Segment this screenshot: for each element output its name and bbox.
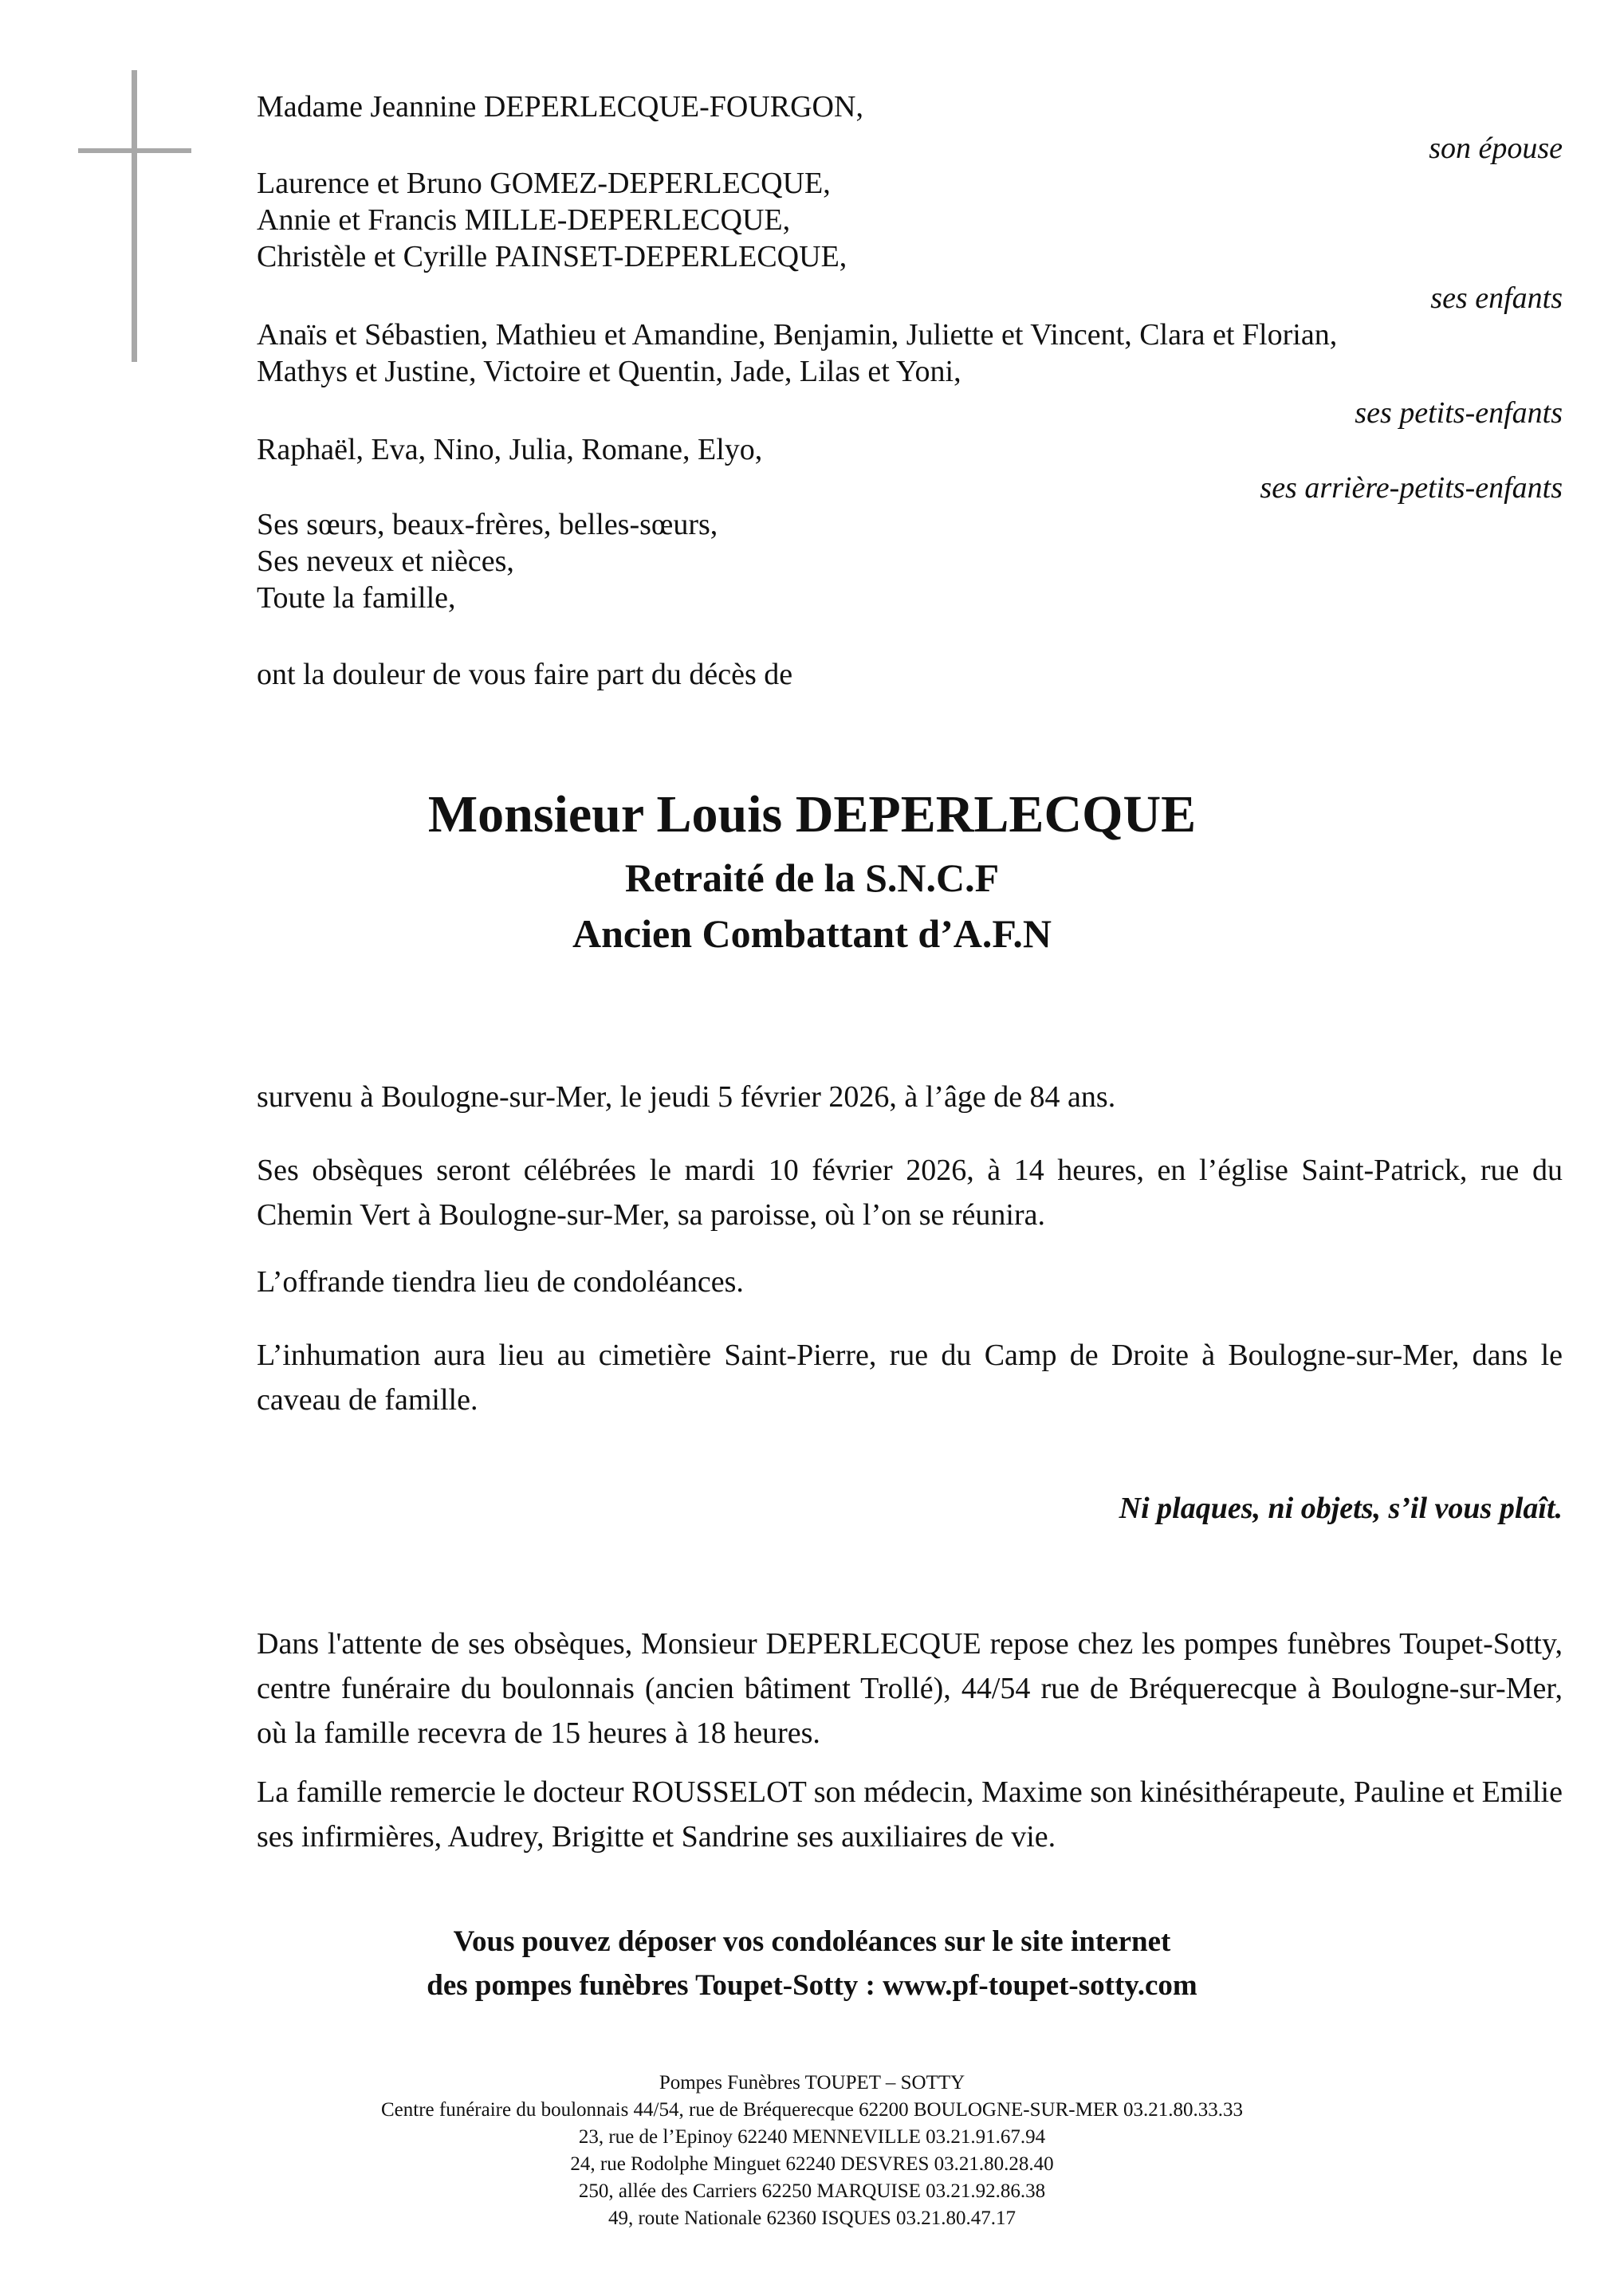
deceased-title-2: Ancien Combattant d’A.F.N	[572, 911, 1052, 956]
other-family-line: Ses neveux et nièces,	[257, 545, 514, 578]
website-notice-line: des pompes funèbres Toupet-Sotty : www.pf-toupet-sotty.com	[427, 1969, 1197, 2002]
footer-address: 23, rue de l’Epinoy 62240 MENNEVILLE 03.21.91.67.94	[578, 2126, 1046, 2148]
announcement-text: ont la douleur de vous faire part du décès de	[257, 658, 793, 691]
no-flowers-request: Ni plaques, ni objets, s’il vous plaît.	[1119, 1492, 1563, 1525]
offering-note: L’offrande tiendra lieu de condoléances.	[257, 1265, 744, 1299]
deceased-name: Monsieur Louis DEPERLECQUE	[427, 785, 1197, 843]
burial-details: L’inhumation aura lieu au cimetière Saint-Pierre, rue du Camp de Droite à Boulogne-sur-Mer, dans le caveau de famille.	[257, 1339, 1563, 1417]
funeral-details: Ses obsèques seront célébrées le mardi 10 février 2026, à 14 heures, en l’église Saint-Patrick, rue du Chemin Vert à Boulogne-sur-Mer, sa paroisse, où l’on se réunira.	[257, 1154, 1563, 1232]
other-family-line: Ses sœurs, beaux-frères, belles-sœurs,	[257, 508, 718, 541]
great-grandchildren-role: ses arrière-petits-enfants	[1260, 471, 1563, 505]
children-role: ses enfants	[1430, 281, 1563, 315]
funeral-home-footer	[0, 2070, 1624, 2232]
deceased-title-1: Retraité de la S.N.C.F	[624, 855, 1000, 900]
footer-address: 49, route Nationale 62360 ISQUES 03.21.80.47.17	[608, 2208, 1016, 2229]
cross-icon	[78, 70, 191, 362]
website-notice	[0, 1920, 1624, 2007]
grandchildren-role: ses petits-enfants	[1355, 396, 1563, 430]
child-line: Annie et Francis MILLE-DEPERLECQUE,	[257, 203, 791, 237]
footer-company: Pompes Funèbres TOUPET – SOTTY	[659, 2072, 965, 2094]
grandchildren-line: Mathys et Justine, Victoire et Quentin, Jade, Lilas et Yoni,	[257, 355, 961, 388]
spouse-role: son épouse	[1429, 132, 1563, 165]
spouse-name: Madame Jeannine DEPERLECQUE-FOURGON,	[257, 90, 863, 124]
thanks-text: La famille remercie le docteur ROUSSELOT son médecin, Maxime son kinésithérapeute, Pauline et Emilie ses infirmières, Audrey, Brigitte et Sandrine ses auxiliaires de vie.	[257, 1775, 1563, 1854]
death-details: survenu à Boulogne-sur-Mer, le jeudi 5 février 2026, à l’âge de 84 ans.	[257, 1080, 1116, 1114]
footer-address: 250, allée des Carriers 62250 MARQUISE 03.21.92.86.38	[578, 2180, 1046, 2202]
website-notice-line: Vous pouvez déposer vos condoléances sur le site internet	[453, 1925, 1171, 1958]
great-grandchildren-line: Raphaël, Eva, Nino, Julia, Romane, Elyo,	[257, 433, 763, 466]
grandchildren-line: Anaïs et Sébastien, Mathieu et Amandine, Benjamin, Juliette et Vincent, Clara et Florian,	[257, 318, 1338, 352]
footer-address: Centre funéraire du boulonnais 44/54, rue de Bréquerecque 62200 BOULOGNE-SUR-MER 03.21.80.33.33	[380, 2099, 1244, 2121]
other-family-line: Toute la famille,	[257, 581, 456, 615]
child-line: Laurence et Bruno GOMEZ-DEPERLECQUE,	[257, 167, 831, 200]
child-line: Christèle et Cyrille PAINSET-DEPERLECQUE,	[257, 240, 847, 273]
footer-address: 24, rue Rodolphe Minguet 62240 DESVRES 03.21.80.28.40	[570, 2153, 1054, 2175]
rest-details: Dans l'attente de ses obsèques, Monsieur DEPERLECQUE repose chez les pompes funèbres Toupet-Sotty, centre funéraire du boulonnais (ancien bâtiment Trollé), 44/54 rue de Bréquerecque à Boulogne-sur-Mer, où la famille recevra de 15 heures à 18 heures.	[257, 1627, 1563, 1750]
